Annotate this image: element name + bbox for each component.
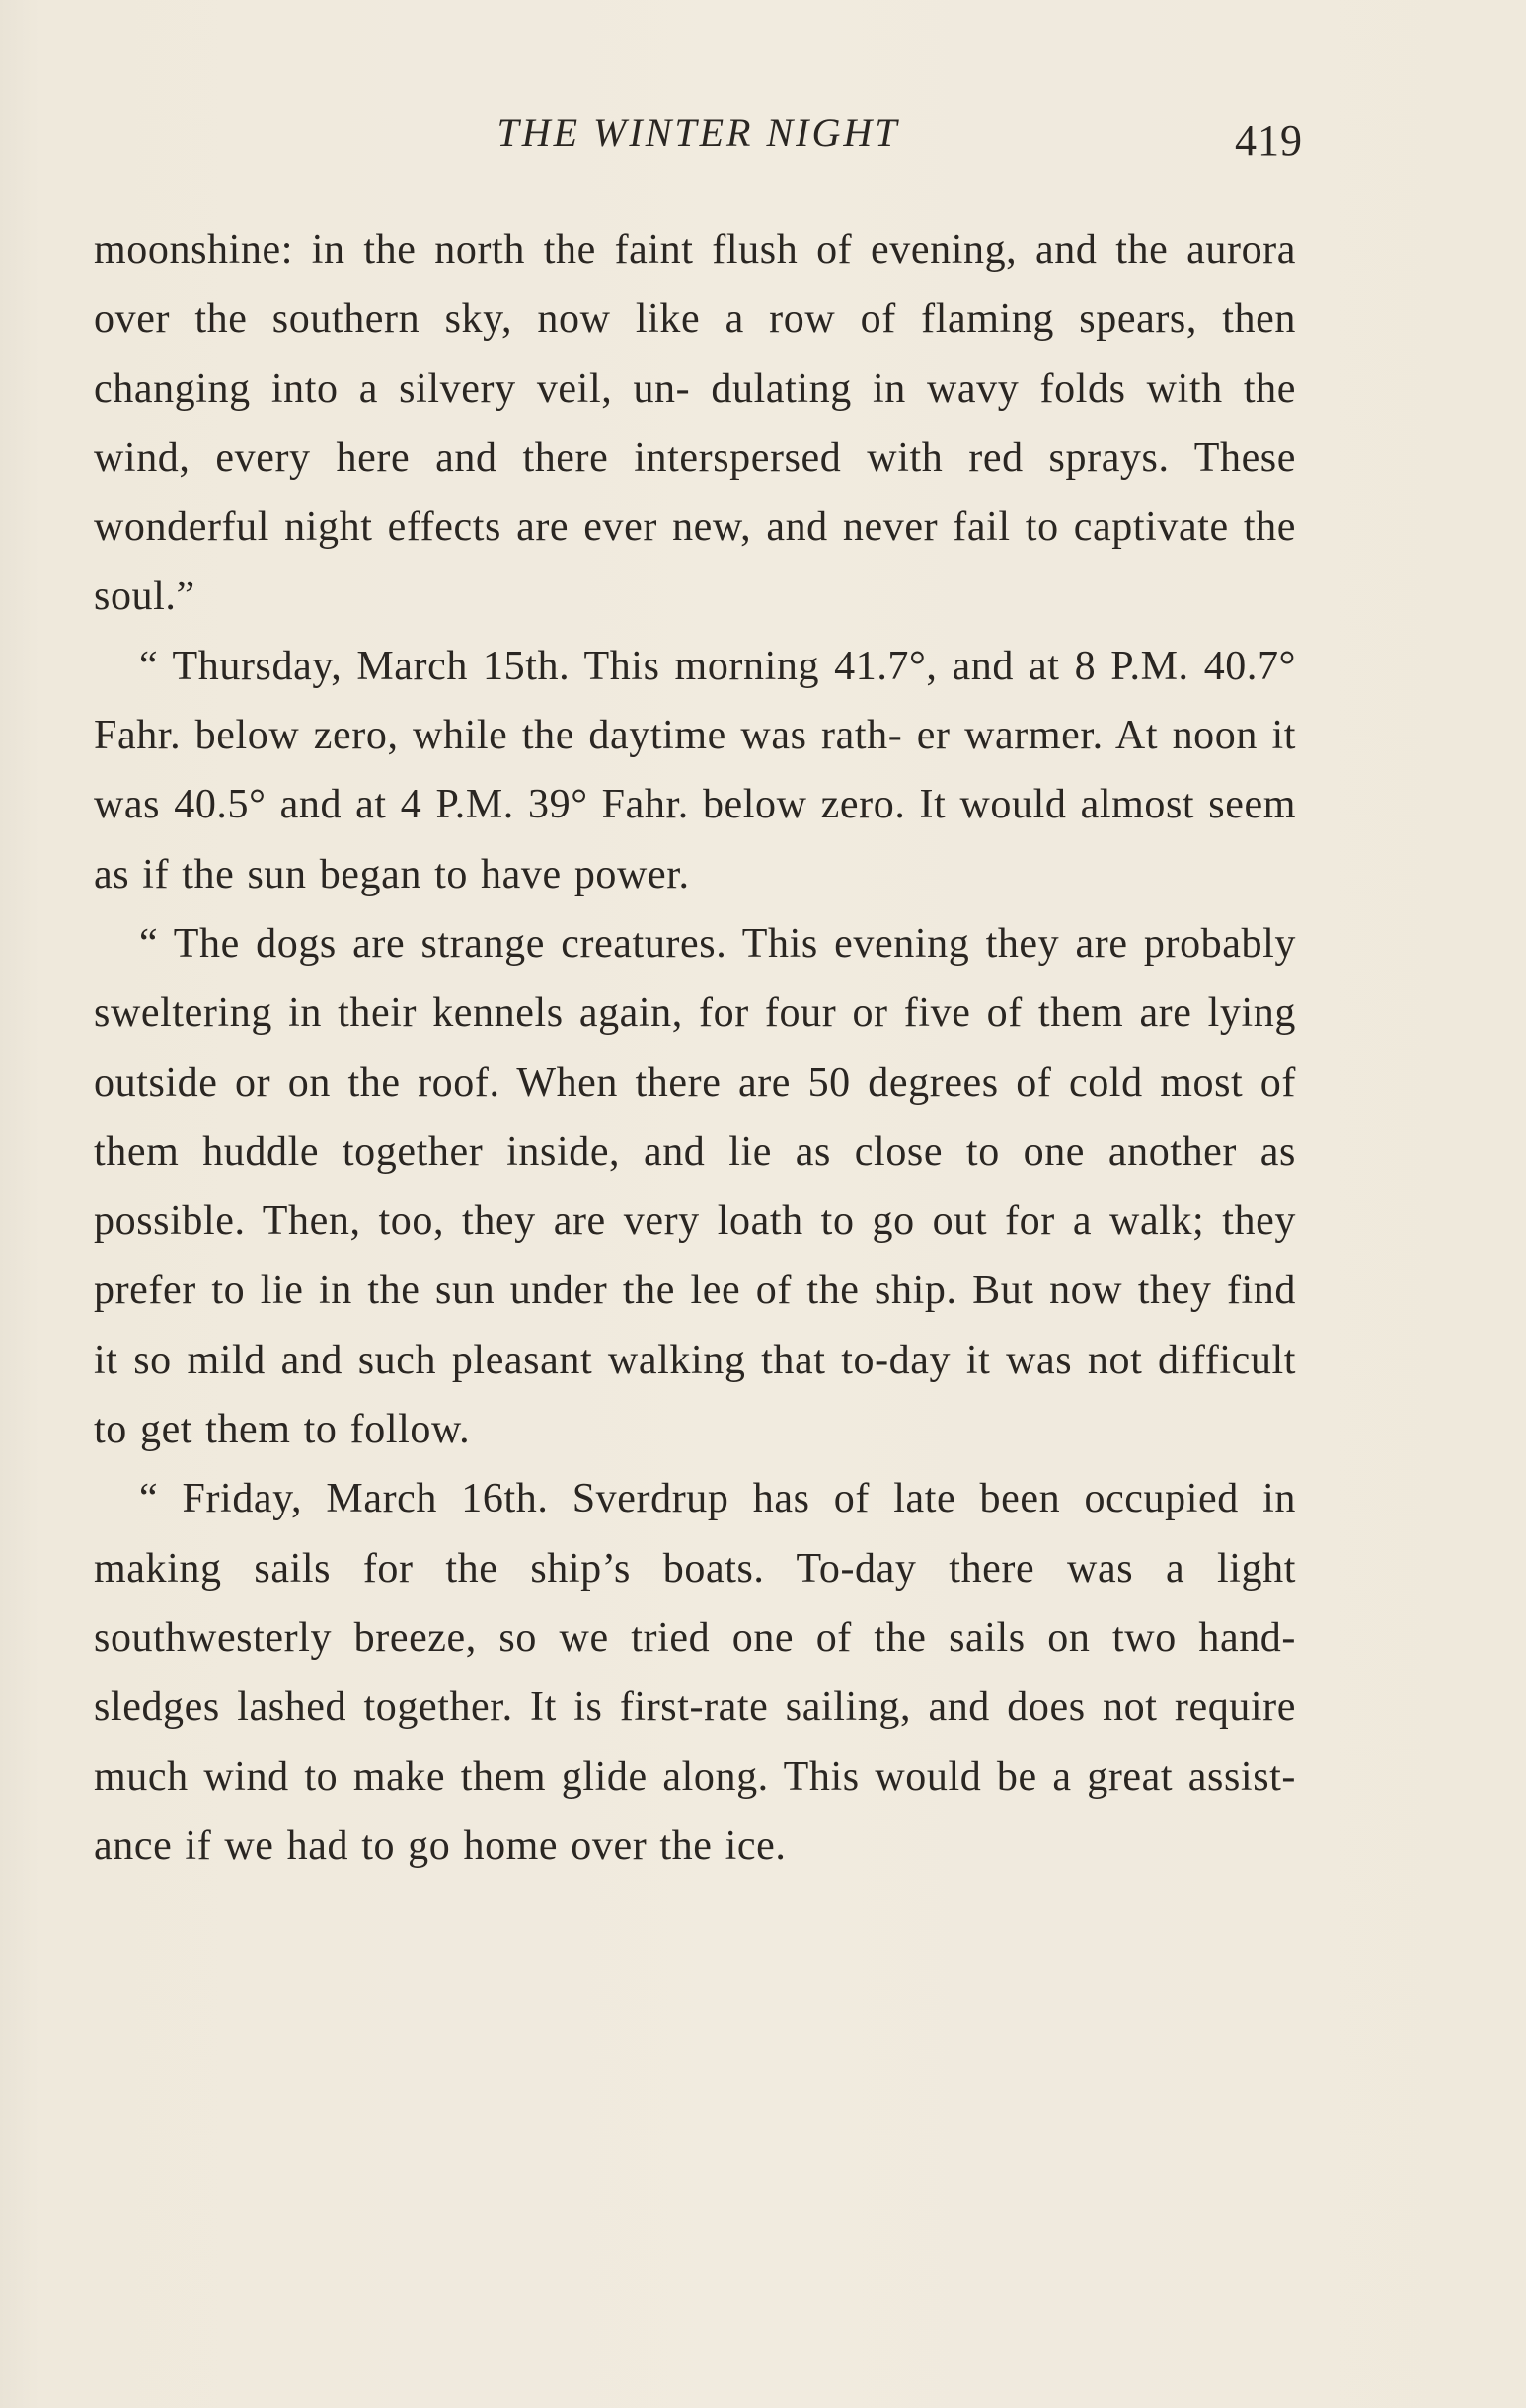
paragraph-continued: moonshine: in the north the faint flush of evening, and the aurora over the southern sky, now like a row of flaming spears, then changing into a silvery veil, un- dulating in wavy folds with the wind, every here and there interspersed with red sprays. These wonderful night effects are ever new, and never fail to captivate the soul.” [94, 227, 1296, 620]
body-text [94, 215, 1296, 1881]
paragraph-thursday-march-15: “ Thursday, March 15th. This morning 41.7°, and at 8 P.M. 40.7° Fahr. below zero, while the daytime was rath- er warmer. At noon it was 40.5° and at 4 P.M. 39° Fahr. below zero. It would almost seem as if the sun began to have power. [94, 643, 1296, 897]
page-header [94, 104, 1303, 163]
page-number: 419 [1235, 117, 1303, 165]
paragraph-friday-march-16: “ Friday, March 16th. Sverdrup has of late been occupied in making sails for the ship’s boats. To-day there was a light southwesterly breeze, so we tried one of the sails on two hand-sledges lashed together. It is first-rate sailing, and does not require much wind to make them glide along. This would be a great assist- ance if we had to go home over the ice. [94, 1476, 1296, 1869]
paragraph-dogs: “ The dogs are strange creatures. This evening they are probably sweltering in their kennels again, for four or five of them are lying outside or on the roof. When there are 50 degrees of cold most of them huddle together inside, and lie as close to one another as possible. Then, too, they are very loath to go out for a walk; they prefer to lie in the sun under the lee of the ship. But now they find it so mild and such pleasant walking that to-day it was not difficult to get them to follow. [94, 920, 1296, 1453]
running-head: THE WINTER NIGHT [496, 111, 900, 155]
